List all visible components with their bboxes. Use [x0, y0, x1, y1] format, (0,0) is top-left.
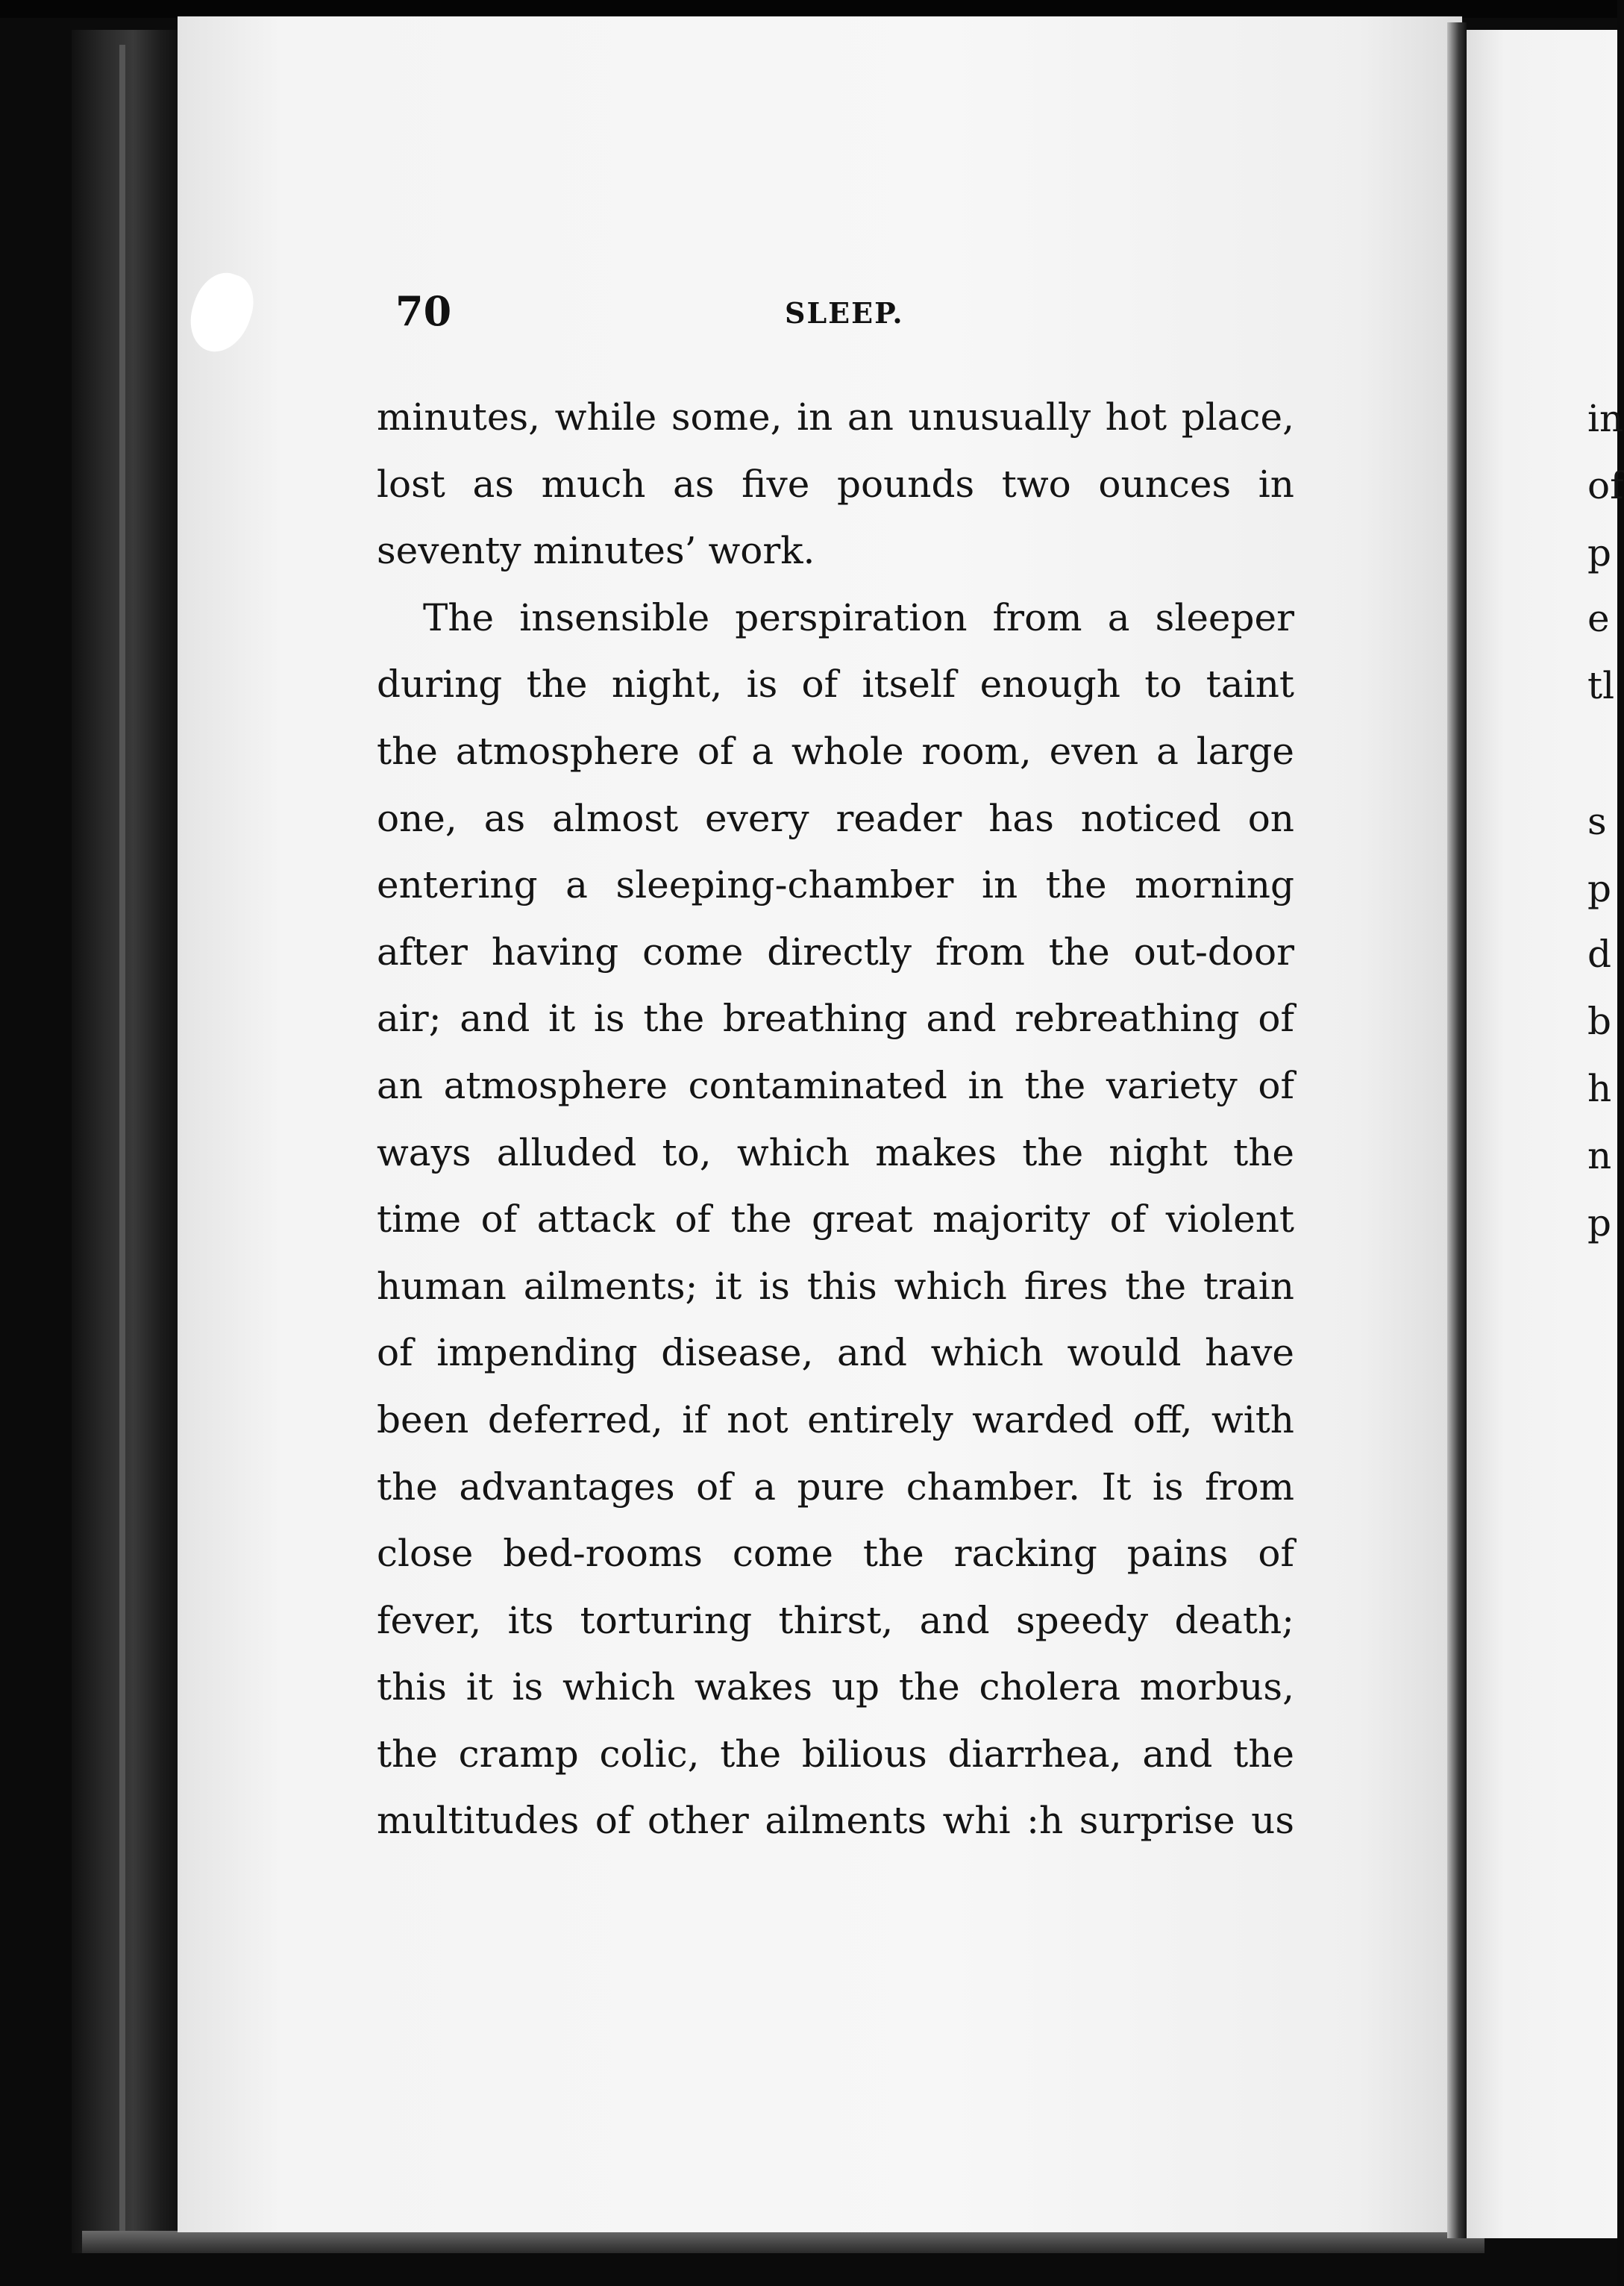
right-page-fragment: h	[1587, 1067, 1612, 1110]
text-line: after having come directly from the out-door	[377, 930, 1294, 974]
right-page-fragment: p	[1587, 867, 1612, 910]
text-line: the atmosphere of a whole room, even a large	[377, 729, 1294, 773]
right-page-fragment: p	[1587, 1201, 1612, 1244]
running-head: SLEEP.	[785, 296, 904, 330]
scan-top-border	[0, 0, 1617, 18]
text-line: the cramp colic, the bilious diarrhea, and the	[377, 1732, 1294, 1776]
text-line: of impending disease, and which would have	[377, 1331, 1294, 1375]
right-page-fragment: s	[1587, 800, 1607, 843]
text-line: seventy minutes’ work.	[377, 529, 815, 573]
text-line: lost as much as five pounds two ounces in	[377, 462, 1294, 506]
book-binding-edge	[72, 30, 184, 2253]
page-header	[395, 287, 1305, 339]
right-page-fragment: n	[1587, 1134, 1612, 1177]
page-stack-edge	[82, 2231, 1485, 2253]
right-page-fragment: e	[1587, 597, 1610, 640]
text-line: during the night, is of itself enough to taint	[377, 663, 1294, 707]
text-line: ways alluded to, which makes the night the	[377, 1130, 1294, 1174]
text-line: air; and it is the breathing and rebreathing of	[377, 997, 1294, 1041]
body-text	[377, 384, 1294, 1855]
text-line: been deferred, if not entirely warded off, with	[377, 1397, 1294, 1441]
right-page-fragment: p	[1587, 531, 1612, 574]
text-line: entering a sleeping-chamber in the morning	[377, 863, 1294, 907]
text-line: this it is which wakes up the cholera morbus,	[377, 1665, 1294, 1709]
page-gutter	[1447, 22, 1467, 2238]
text-line: The insensible perspiration from a sleeper	[423, 595, 1294, 639]
text-line: fever, its torturing thirst, and speedy death;	[377, 1598, 1294, 1642]
right-page-fragment: of	[1587, 464, 1624, 507]
text-line: close bed-rooms come the racking pains of	[377, 1532, 1294, 1576]
page-number: 70	[395, 287, 452, 335]
text-line: one, as almost every reader has noticed on	[377, 796, 1294, 840]
text-line: the advantages of a pure chamber. It is from	[377, 1465, 1294, 1509]
right-page-fragment: tl	[1587, 664, 1615, 707]
right-page-fragment: d	[1587, 933, 1612, 976]
binding-line	[119, 45, 125, 2238]
text-line: time of attack of the great majority of violent	[377, 1197, 1294, 1241]
text-line: an atmosphere contaminated in the variety of	[377, 1063, 1294, 1107]
right-page-fragment: in	[1587, 397, 1624, 440]
text-line: minutes, while some, in an unusually hot place,	[377, 395, 1294, 439]
right-page-fragment: b	[1587, 1000, 1612, 1043]
text-line: multitudes of other ailments whi :h surprise us	[377, 1799, 1294, 1843]
text-line: human ailments; it is this which fires the train	[377, 1264, 1294, 1308]
